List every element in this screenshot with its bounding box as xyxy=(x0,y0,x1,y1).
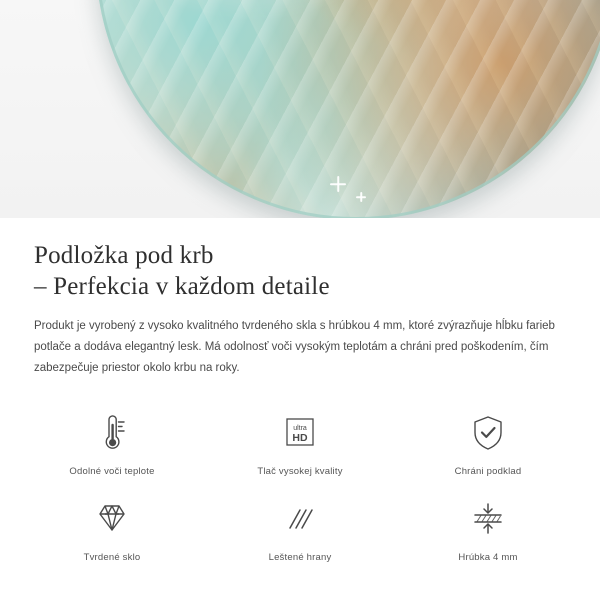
feature-label: Hrúbka 4 mm xyxy=(458,552,518,563)
feature-label: Chráni podklad xyxy=(454,466,522,477)
description-paragraph: Produkt je vyrobený z vysoko kvalitného tvrdeného skla s hrúbkou 4 mm, ktoré zvýrazňuje hĺbku farieb potlače a dodáva elegantný lesk. Má odolnosť voči vysokým teplotám a chráni pred poškodením, čím zabezpečuje priestor okolo krbu na roky. xyxy=(34,320,555,374)
feature-item-polished-edges xyxy=(206,491,394,563)
title-line-2: – Perfekcia v každom detaile xyxy=(34,273,330,300)
diamond-icon xyxy=(86,495,138,543)
polished-edges-icon xyxy=(274,495,326,543)
feature-item-protects-surface xyxy=(394,405,582,477)
feature-label: Tlač vysokej kvality xyxy=(257,466,343,477)
feature-item-print-quality xyxy=(206,405,394,477)
thermometer-icon xyxy=(86,409,138,457)
feature-item-thickness xyxy=(394,491,582,563)
feature-item-temperature xyxy=(18,405,206,477)
page-title xyxy=(34,240,566,302)
text-block xyxy=(0,218,600,379)
shield-check-icon xyxy=(462,409,514,457)
thickness-arrows-icon xyxy=(462,495,514,543)
hero-image xyxy=(0,0,600,218)
svg-text:HD: HD xyxy=(292,432,308,444)
svg-text:ultra: ultra xyxy=(293,425,307,432)
feature-grid xyxy=(0,405,600,563)
ultra-hd-icon xyxy=(274,409,326,457)
feature-label: Tvrdené sklo xyxy=(83,552,141,563)
feature-label: Leštené hrany xyxy=(268,552,332,563)
feature-label: Odolné voči teplote xyxy=(69,466,155,477)
feature-item-tempered-glass xyxy=(18,491,206,563)
title-line-1: Podložka pod krb xyxy=(34,242,214,269)
